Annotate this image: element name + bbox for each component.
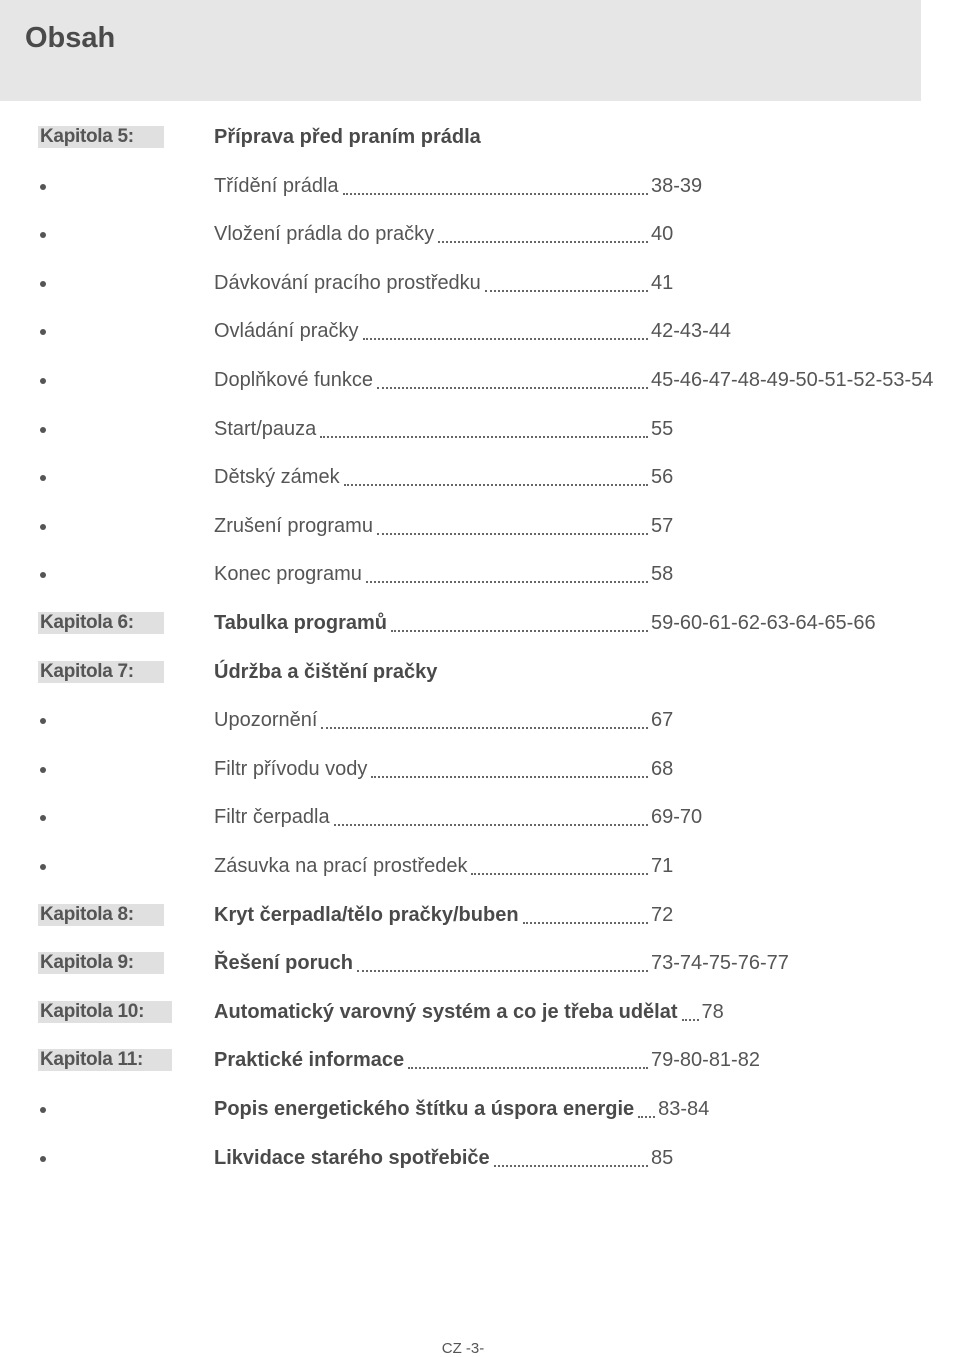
dot-leader bbox=[371, 773, 648, 778]
toc-page-numbers: 40 bbox=[651, 223, 674, 245]
dot-leader bbox=[344, 481, 648, 486]
dot-leader bbox=[471, 870, 648, 875]
toc-entry-title: Dávkování pracího prostředku bbox=[214, 272, 481, 294]
dot-leader bbox=[357, 967, 648, 972]
toc-item-row bbox=[0, 855, 960, 885]
toc-item-row bbox=[0, 563, 960, 593]
bullet-icon bbox=[40, 427, 46, 433]
toc-item-row bbox=[0, 515, 960, 545]
toc-item-row bbox=[0, 418, 960, 448]
toc-chapter-row bbox=[0, 952, 960, 982]
dot-leader bbox=[682, 1016, 699, 1021]
chapter-label: Kapitola 10: bbox=[38, 1001, 172, 1023]
dot-leader bbox=[377, 530, 648, 535]
toc-item-row bbox=[0, 1147, 960, 1177]
toc-entry-title: Start/pauza bbox=[214, 418, 317, 440]
dot-leader bbox=[321, 724, 648, 729]
chapter-label: Kapitola 8: bbox=[38, 904, 164, 926]
toc-entry-title: Filtr přívodu vody bbox=[214, 758, 368, 780]
toc-entry-title: Kryt čerpadla/tělo pračky/buben bbox=[214, 904, 519, 926]
toc-item-row bbox=[0, 175, 960, 205]
toc-entry-title: Konec programu bbox=[214, 563, 362, 585]
toc-entry-title: Filtr čerpadla bbox=[214, 806, 330, 828]
toc-entry-title: Automatický varovný systém a co je třeba udělat bbox=[214, 1001, 678, 1023]
toc-page-numbers: 85 bbox=[651, 1147, 674, 1169]
toc-entry-title: Ovládání pračky bbox=[214, 320, 359, 342]
dot-leader bbox=[334, 821, 648, 826]
toc-page-numbers: 41 bbox=[651, 272, 674, 294]
toc-page-numbers: 55 bbox=[651, 418, 674, 440]
dot-leader bbox=[366, 578, 648, 583]
chapter-label: Kapitola 7: bbox=[38, 661, 164, 683]
toc-item-row bbox=[0, 1098, 960, 1128]
page-number: CZ -3- bbox=[441, 1340, 485, 1357]
bullet-icon bbox=[40, 1107, 46, 1113]
toc-item-row bbox=[0, 320, 960, 350]
toc-page-numbers: 56 bbox=[651, 466, 674, 488]
dot-leader bbox=[523, 919, 648, 924]
bullet-icon bbox=[40, 475, 46, 481]
toc-item-row bbox=[0, 466, 960, 496]
toc-entry-title: Doplňkové funkce bbox=[214, 369, 373, 391]
bullet-icon bbox=[40, 232, 46, 238]
toc-page-numbers: 57 bbox=[651, 515, 674, 537]
toc-entry-title: Zásuvka na prací prostředek bbox=[214, 855, 468, 877]
toc-page-numbers: 79-80-81-82 bbox=[651, 1049, 760, 1071]
toc-entry-title: Tabulka programů bbox=[214, 612, 387, 634]
chapter-label: Kapitola 9: bbox=[38, 952, 164, 974]
chapter-label: Kapitola 5: bbox=[38, 126, 164, 148]
toc-item-row bbox=[0, 369, 960, 399]
toc-page-numbers: 73-74-75-76-77 bbox=[651, 952, 789, 974]
dot-leader bbox=[638, 1113, 655, 1118]
toc-chapter-row bbox=[0, 661, 960, 691]
dot-leader bbox=[377, 384, 648, 389]
bullet-icon bbox=[40, 815, 46, 821]
toc-page-numbers: 45-46-47-48-49-50-51-52-53-54 bbox=[651, 369, 934, 391]
toc-page-numbers: 59-60-61-62-63-64-65-66 bbox=[651, 612, 876, 634]
toc-page-numbers: 68 bbox=[651, 758, 674, 780]
toc-entry-title: Údržba a čištění pračky bbox=[214, 661, 438, 683]
dot-leader bbox=[485, 287, 648, 292]
toc-chapter-row bbox=[0, 1001, 960, 1031]
toc-item-row bbox=[0, 223, 960, 253]
chapter-label: Kapitola 11: bbox=[38, 1049, 172, 1071]
toc-item-row bbox=[0, 806, 960, 836]
toc-entry-title: Řešení poruch bbox=[214, 952, 353, 974]
toc-chapter-row bbox=[0, 904, 960, 934]
toc-page-numbers: 42-43-44 bbox=[651, 320, 732, 342]
toc-page-numbers: 67 bbox=[651, 709, 674, 731]
toc-item-row bbox=[0, 758, 960, 788]
dot-leader bbox=[438, 238, 648, 243]
dot-leader bbox=[363, 335, 648, 340]
toc-entry-title: Příprava před praním prádla bbox=[214, 126, 481, 148]
bullet-icon bbox=[40, 378, 46, 384]
dot-leader bbox=[408, 1064, 648, 1069]
toc-entry-title: Popis energetického štítku a úspora energie bbox=[214, 1098, 635, 1120]
toc-entry-title: Vložení prádla do pračky bbox=[214, 223, 435, 245]
toc-page-numbers: 83-84 bbox=[658, 1098, 710, 1120]
dot-leader bbox=[494, 1162, 648, 1167]
bullet-icon bbox=[40, 524, 46, 530]
toc-entry-title: Zrušení programu bbox=[214, 515, 373, 537]
dot-leader bbox=[320, 433, 648, 438]
toc-entry-title: Praktické informace bbox=[214, 1049, 405, 1071]
bullet-icon bbox=[40, 864, 46, 870]
bullet-icon bbox=[40, 329, 46, 335]
bullet-icon bbox=[40, 281, 46, 287]
toc-page-numbers: 58 bbox=[651, 563, 674, 585]
dot-leader bbox=[343, 190, 648, 195]
toc-entry-title: Upozornění bbox=[214, 709, 318, 731]
toc-page-numbers: 78 bbox=[701, 1001, 724, 1023]
bullet-icon bbox=[40, 572, 46, 578]
toc-chapter-row bbox=[0, 1049, 960, 1079]
toc-entry-title: Dětský zámek bbox=[214, 466, 340, 488]
bullet-icon bbox=[40, 184, 46, 190]
toc-page-numbers: 71 bbox=[651, 855, 674, 877]
toc-item-row bbox=[0, 709, 960, 739]
toc-entry-title: Třídění prádla bbox=[214, 175, 339, 197]
dot-leader bbox=[391, 627, 648, 632]
toc-chapter-row bbox=[0, 612, 960, 642]
bullet-icon bbox=[40, 767, 46, 773]
toc-page-numbers: 69-70 bbox=[651, 806, 703, 828]
bullet-icon bbox=[40, 718, 46, 724]
toc-page-numbers: 72 bbox=[651, 904, 674, 926]
bullet-icon bbox=[40, 1156, 46, 1162]
toc-chapter-row bbox=[0, 126, 960, 156]
page-title: Obsah bbox=[25, 22, 116, 54]
toc-item-row bbox=[0, 272, 960, 302]
toc-entry-title: Likvidace starého spotřebiče bbox=[214, 1147, 490, 1169]
toc-page-numbers: 38-39 bbox=[651, 175, 703, 197]
chapter-label: Kapitola 6: bbox=[38, 612, 164, 634]
